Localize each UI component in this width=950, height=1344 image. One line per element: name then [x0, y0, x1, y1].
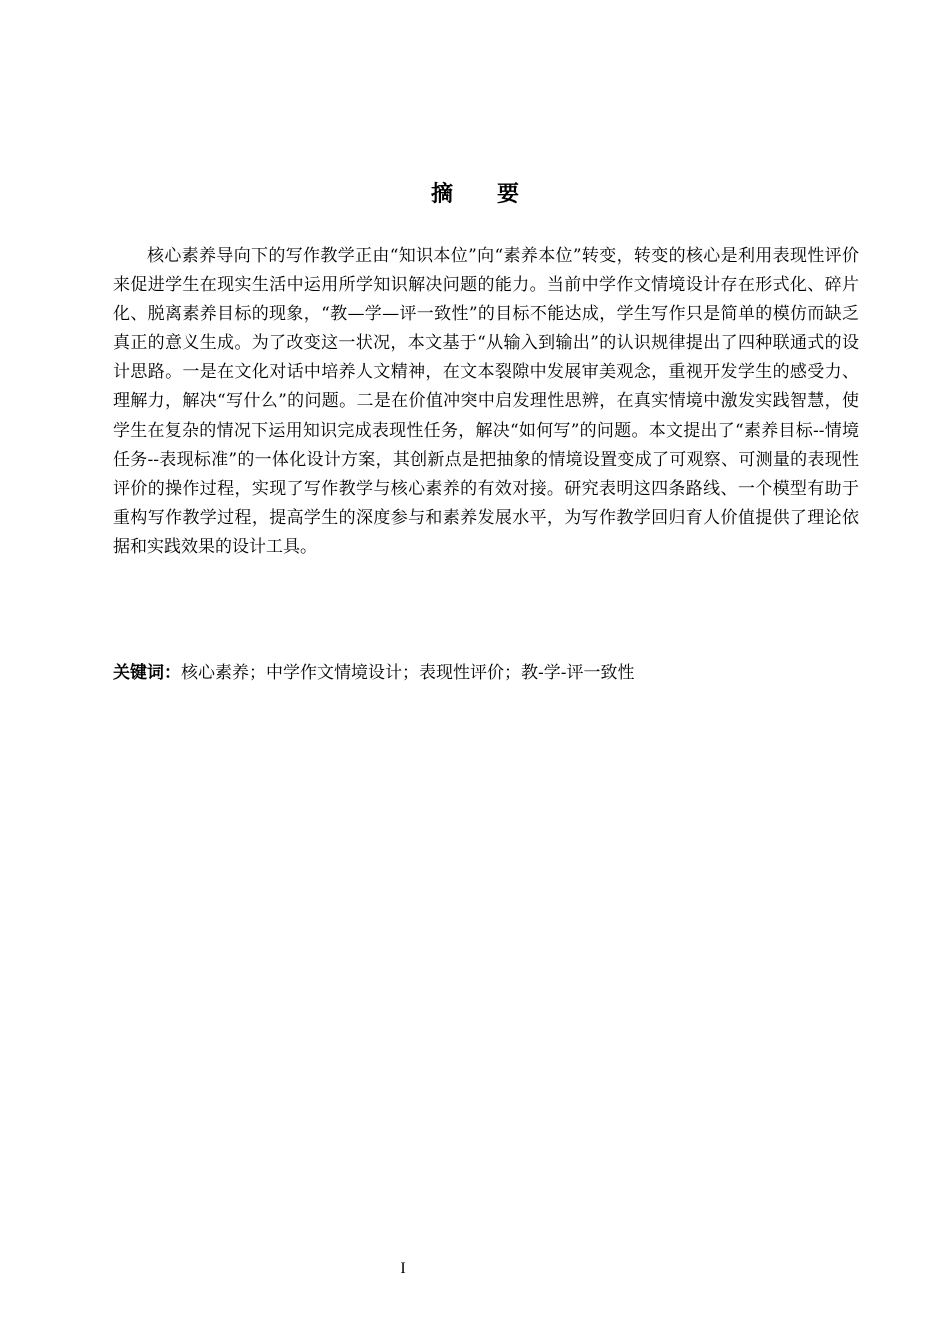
heading-char-2: 要	[497, 182, 520, 207]
heading-char-1: 摘	[430, 182, 453, 207]
keywords-text: 核心素养；中学作文情境设计；表现性评价；教-学-评一致性	[181, 663, 635, 683]
keywords-line	[113, 659, 859, 688]
abstract-heading	[0, 180, 950, 210]
keywords-label: 关键词：	[113, 663, 181, 683]
abstract-paragraph: 核心素养导向下的写作教学正由“知识本位”向“素养本位”转变，转变的核心是利用表现性评价来促进学生在现实生活中运用所学知识解决问题的能力。当前中学作文情境设计存在形式化、碎片化、脱离素养目标的现象，“教—学—评一致性”的目标不能达成，学生写作只是简单的模仿而缺乏真正的意义生成。为了改变这一状况，本文基于“从输入到输出”的认识规律提出了四种联通式的设计思路。一是在文化对话中培养人文精神，在文本裂隙中发展审美观念，重视开发学生的感受力、理解力，解决“写什么”的问题。二是在价值冲突中启发理性思辨，在真实情境中激发实践智慧，使学生在复杂的情况下运用知识完成表现性任务，解决“如何写”的问题。本文提出了“素养目标--情境任务--表现标准”的一体化设计方案，其创新点是把抽象的情境设置变成了可观察、可测量的表现性评价的操作过程，实现了写作教学与核心素养的有效对接。研究表明这四条路线、一个模型有助于重构写作教学过程，提高学生的深度参与和素养发展水平，为写作教学回归育人价值提供了理论依据和实践效果的设计工具。	[113, 246, 859, 557]
page-number: I	[400, 1260, 406, 1277]
